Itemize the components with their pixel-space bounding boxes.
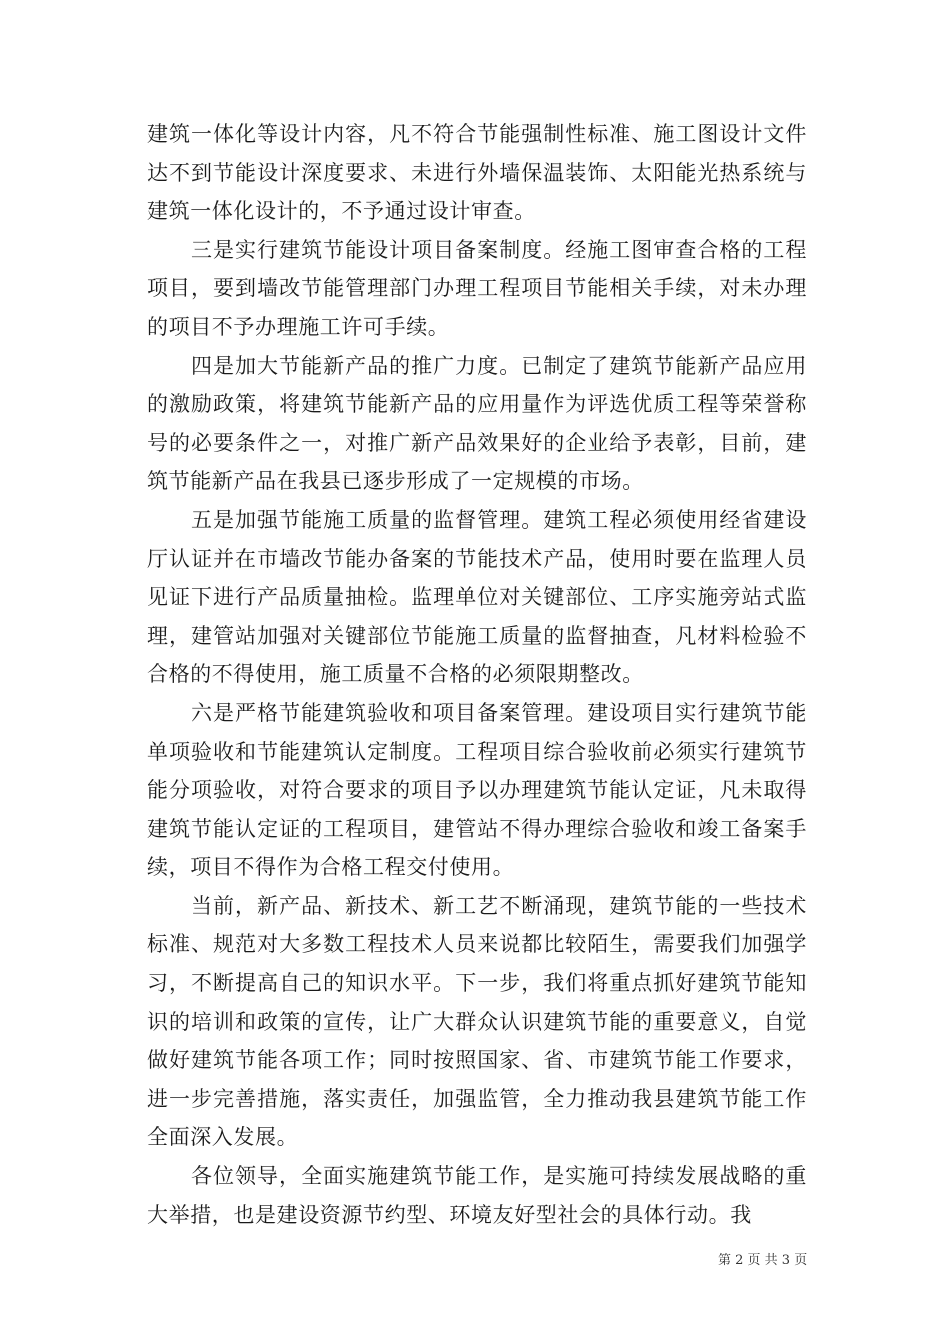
body-text (147, 115, 807, 1234)
paragraph-product-promotion: 四是加大节能新产品的推广力度。已制定了建筑节能新产品应用的激励政策，将建筑节能新产品的应用量作为评选优质工程等荣誉称号的必要条件之一，对推广新产品效果好的企业给予表彰，目前，建筑节能新产品在我县已逐步形成了一定规模的市场。 (147, 353, 807, 494)
page-number-footer: 第 2 页 共 3 页 (718, 1253, 808, 1268)
paragraph-next-steps: 当前，新产品、新技术、新工艺不断涌现，建筑节能的一些技术标准、规范对大多数工程技术人员来说都比较陌生，需要我们加强学习，不断提高自己的知识水平。下一步，我们将重点抓好建筑节能知识的培训和政策的宣传，让广大群众认识建筑节能的重要意义，自觉做好建筑节能各项工作；同时按照国家、省、市建筑节能工作要求，进一步完善措施，落实责任，加强监管，全力推动我县建筑节能工作全面深入发展。 (147, 893, 807, 1150)
paragraph-quality-supervision: 五是加强节能施工质量的监督管理。建筑工程必须使用经省建设厅认证并在市墙改节能办备案的节能技术产品，使用时要在监理人员见证下进行产品质量抽检。监理单位对关键部位、工序实施旁站式监理，建管站加强对关键部位节能施工质量的监督抽查，凡材料检验不合格的不得使用，施工质量不合格的必须限期整改。 (147, 507, 807, 687)
paragraph-closing: 各位领导，全面实施建筑节能工作，是实施可持续发展战略的重大举措，也是建设资源节约型、环境友好型社会的具体行动。我 (147, 1164, 807, 1227)
paragraph-design-filing: 三是实行建筑节能设计项目备案制度。经施工图审查合格的工程项目，要到墙改节能管理部门办理工程项目节能相关手续，对未办理的项目不予办理施工许可手续。 (147, 237, 807, 339)
paragraph-continuation: 建筑一体化等设计内容，凡不符合节能强制性标准、施工图设计文件达不到节能设计深度要求、未进行外墙保温装饰、太阳能光热系统与建筑一体化设计的，不予通过设计审查。 (147, 122, 807, 224)
paragraph-acceptance-management: 六是严格节能建筑验收和项目备案管理。建设项目实行建筑节能单项验收和节能建筑认定制度。工程项目综合验收前必须实行建筑节能分项验收，对符合要求的项目予以办理建筑节能认定证，凡未取得建筑节能认定证的工程项目，建管站不得办理综合验收和竣工备案手续，项目不得作为合格工程交付使用。 (147, 700, 807, 880)
